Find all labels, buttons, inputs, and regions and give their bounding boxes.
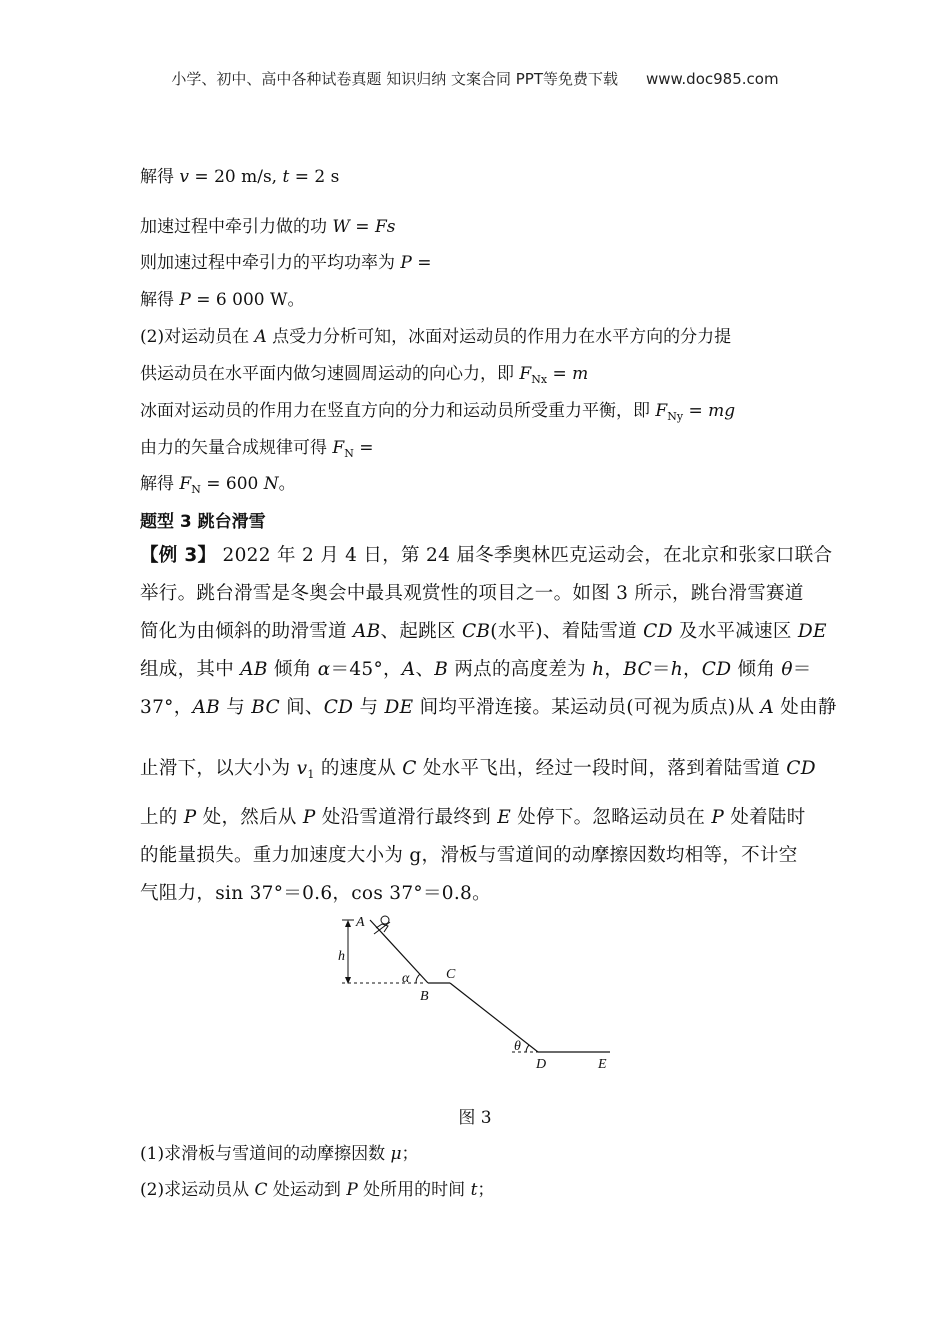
- header-text: 小学、初中、高中各种试卷真题 知识归纳 文案合同 PPT等免费下载: [171, 70, 618, 88]
- slope-cd: [450, 983, 538, 1052]
- question-1: (1)求滑板与雪道间的动摩擦因数 μ；: [140, 1144, 419, 1164]
- header-url[interactable]: www.doc985.com: [645, 70, 779, 88]
- page-header: [0, 68, 950, 89]
- label-theta: θ: [514, 1039, 521, 1054]
- example-line-5: 37°，AB 与 BC 间、CD 与 DE 间均平滑连接。某运动员(可视为质点)从 A 处由静: [140, 697, 837, 718]
- skier-icon: [374, 916, 390, 934]
- solution-line-3: 则加速过程中牵引力的平均功率为 P =: [140, 253, 432, 273]
- solution-line-8: 由力的矢量合成规律可得 $F_N$ =: [140, 438, 374, 460]
- solution-line-4: 解得 P = 6 000 W。: [140, 290, 305, 310]
- figure-caption: 图 3: [458, 1108, 492, 1128]
- example-line-6: 止滑下，以大小为 $v_1$ 的速度从 C 处水平飞出，经过一段时间，落到着陆雪道 CD: [140, 758, 816, 781]
- example-line-9: 气阻力，sin 37°＝0.6，cos 37°＝0.8。: [140, 883, 491, 904]
- solution-line-5: (2)对运动员在 A 点受力分析可知，冰面对运动员的作用力在水平方向的分力提: [140, 327, 732, 347]
- solution-line-1: 解得 v = 20 m/s, t = 2 s: [140, 167, 340, 187]
- example-line-1: 【例 3】 2022 年 2 月 4 日，第 24 届冬季奥林匹克运动会，在北京和张家口联合: [140, 545, 833, 566]
- question-2: (2)求运动员从 C 处运动到 P 处所用的时间 t；: [140, 1180, 495, 1200]
- example-label: 【例 3】: [140, 545, 217, 566]
- label-alpha: α: [402, 971, 410, 986]
- section-title: 题型 3 跳台滑雪: [140, 512, 266, 532]
- slope-ab: [370, 920, 428, 983]
- label-b: B: [420, 989, 429, 1004]
- label-e: E: [598, 1057, 607, 1072]
- example-line-2: 举行。跳台滑雪是冬奥会中最具观赏性的项目之一。如图 3 所示，跳台滑雪赛道: [140, 583, 804, 604]
- example-line-3: 简化为由倾斜的助滑雪道 AB、起跳区 CB(水平)、着陆雪道 CD 及水平减速区 DE: [140, 621, 827, 642]
- label-a: A: [356, 915, 365, 930]
- alpha-arc: [416, 974, 420, 983]
- example-line-8: 的能量损失。重力加速度大小为 g，滑板与雪道间的动摩擦因数均相等，不计空: [140, 845, 798, 866]
- label-c: C: [446, 967, 456, 982]
- label-d: D: [536, 1057, 547, 1072]
- ski-jump-diagram: [330, 910, 630, 1080]
- example-line-7: 上的 P 处，然后从 P 处沿雪道滑行最终到 E 处停下。忽略运动员在 P 处着陆时: [140, 807, 806, 828]
- solution-line-7: 冰面对运动员的作用力在竖直方向的分力和运动员所受重力平衡，即 $F_{Ny}$ = mg: [140, 401, 736, 423]
- solution-line-6: 供运动员在水平面内做匀速圆周运动的向心力，即 $F_{Nx} = m$: [140, 364, 589, 386]
- arrow-head-top: [345, 920, 351, 927]
- solution-line-2: 加速过程中牵引力做的功 W = Fs: [140, 217, 396, 237]
- label-h: h: [338, 949, 345, 964]
- example-line-4: 组成，其中 AB 倾角 α＝45°，A、B 两点的高度差为 h，BC＝h，CD 倾角 θ＝: [140, 659, 812, 680]
- solution-line-9: 解得 $F_N = 600$ N。: [140, 474, 296, 496]
- theta-arc: [526, 1045, 529, 1052]
